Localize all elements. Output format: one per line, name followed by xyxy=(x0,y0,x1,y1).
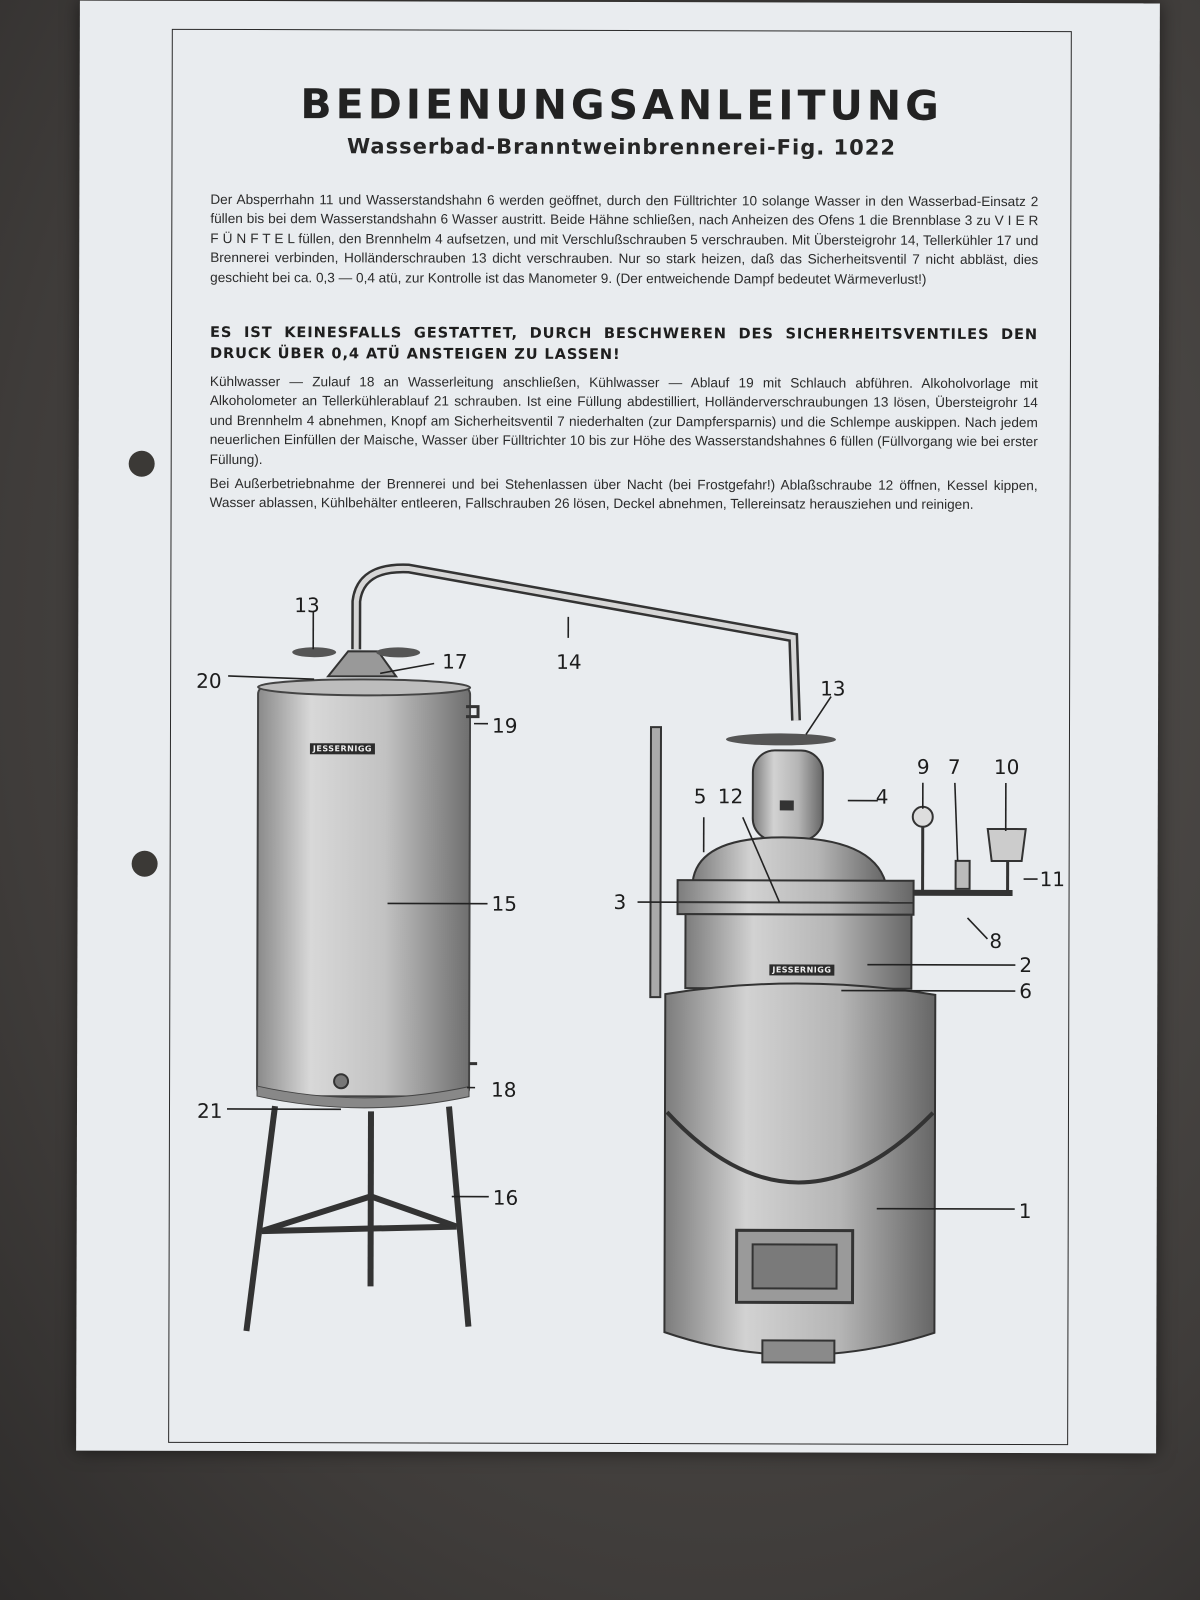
label-16: 16 xyxy=(492,1185,519,1210)
label-18: 18 xyxy=(491,1077,517,1102)
label-7: 7 xyxy=(947,754,961,779)
document-subtitle: Wasserbad-Branntweinbrennerei-Fig. 1022 xyxy=(346,134,897,160)
label-1: 1 xyxy=(1018,1199,1032,1224)
label-13-left: 13 xyxy=(294,593,320,618)
label-21: 21 xyxy=(196,1098,223,1123)
label-10: 10 xyxy=(993,754,1020,780)
instruction-sheet xyxy=(76,1,1160,1454)
label-5: 5 xyxy=(693,784,707,809)
safety-warning: ES IST KEINESFALLS GESTATTET, DURCH BESCHWEREN DES SICHERHEITSVENTILES DEN DRUCK ÜBER 0,4 ATÜ ANSTEIGEN ZU LASSEN! xyxy=(209,323,1039,364)
label-19: 19 xyxy=(491,713,518,738)
label-4: 4 xyxy=(875,784,889,809)
paragraph-filling: Der Absperrhahn 11 und Wasserstandshahn 6 werden geöffnet, durch den Fülltrichter 10 solange Wasser in den Wasserbad-Einsatz 2 füllen bis bei dem Wasserstandshahn 6 Wasser austritt. Beide Hähne schließen, nach Anheizen des Ofens 1 die Brennblase 3 zu V I E R F Ü N F T E L füllen, den Brennhelm 4 aufsetzen, und mit Verschlußschrauben 5 verschrauben. Mit Übersteigrohr 14, Tellerkühler 17 und Brennerei verbinden, Holländerschrauben 13 dicht verschrauben. Nur so stark heizen, daß das Sicherheitsventil 7 nicht abbläst, dies geschieht bei ca. 0,3 — 0,4 atü, zur Kontrolle ist das Manometer 9. (Der entweichende Dampf bedeutet Wärmeverlust!) xyxy=(210,191,1039,287)
label-11: 11 xyxy=(1039,867,1066,892)
paragraph-cooling: Kühlwasser — Zulauf 18 an Wasserleitung anschließen, Kühlwasser — Ablauf 19 mit Schlauch abführen. Alkoholvorlage mit Alkoholometer an Tellerkühlerablauf 21 schrauben. Ist eine Füllung abdestilliert, Holländerverschraubungen 13 lösen, Übersteigrohr 14 und Brennhelm 4 abnehmen, Knopf am Sicherheitsventil 7 niederhalten (zur Dampfersparnis) und die Schlempe auskippen. Nach jedem neuerlichen Einfüllen der Maische, Wasser über Fülltrichter 10 bis zur Höhe des Wasserstandshahnes 6 füllen (Füllvorgang wie bei erster Füllung). xyxy=(209,373,1038,467)
label-2: 2 xyxy=(1019,953,1033,978)
label-17: 17 xyxy=(442,649,468,674)
label-8: 8 xyxy=(989,928,1003,954)
label-9: 9 xyxy=(916,754,930,779)
label-12: 12 xyxy=(717,784,744,809)
label-3: 3 xyxy=(613,889,627,915)
distillery-diagram xyxy=(76,1,1160,1454)
still-assembly xyxy=(649,727,1026,1363)
label-13-right: 13 xyxy=(820,676,846,701)
label-15: 15 xyxy=(491,891,518,916)
paragraph-shutdown: Bei Außerbetriebnahme der Brennerei und bei Stehenlassen über Nacht (bei Frostgefahr!) Ablaßschraube 12 öffnen, Kessel kippen, Wasser ablassen, Kühlbehälter entleeren, Fallschrauben 26 lösen, Deckel abnehmen, Tellereinsatz herausziehen und reinigen. xyxy=(209,475,1038,513)
brand-label-still: JESSERNIGG xyxy=(769,964,834,975)
brand-label-cooler: JESSERNIGG xyxy=(310,743,375,754)
label-14: 14 xyxy=(556,649,582,674)
cooler-stand xyxy=(246,1106,469,1332)
label-6: 6 xyxy=(1019,979,1033,1004)
label-20: 20 xyxy=(196,668,222,693)
document-title: BEDIENUNGSANLEITUNG xyxy=(300,80,943,130)
